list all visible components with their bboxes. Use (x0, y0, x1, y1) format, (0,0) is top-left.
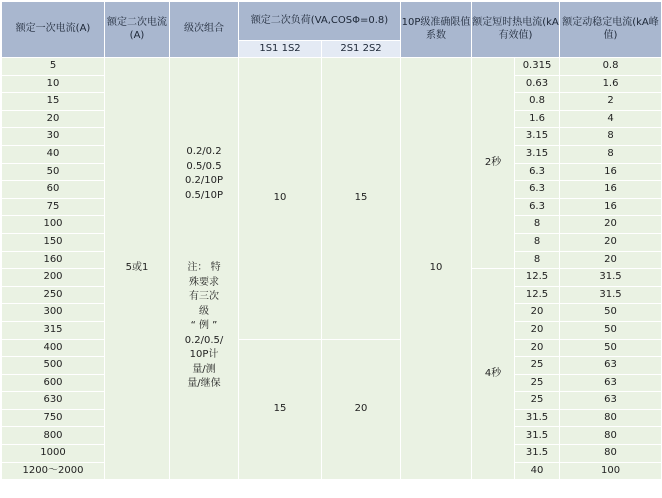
note-line: 量/测 (192, 363, 216, 375)
thermal-current-cell: 0.63 (515, 76, 559, 93)
header-class-combination: 级次组合 (170, 2, 238, 57)
dynamic-current-cell: 16 (560, 199, 661, 216)
thermal-current-cell: 3.15 (515, 128, 559, 145)
dynamic-current-cell: 2 (560, 93, 661, 110)
load-2s-lower-cell: 20 (322, 340, 400, 480)
dynamic-current-cell: 4 (560, 111, 661, 128)
thermal-current-cell: 0.8 (515, 93, 559, 110)
primary-current-cell: 200 (2, 269, 104, 286)
dynamic-current-cell: 100 (560, 463, 661, 480)
primary-current-cell: 60 (2, 181, 104, 198)
time-2s-cell: 2秒 (472, 58, 514, 268)
thermal-current-cell: 31.5 (515, 445, 559, 462)
note-line: 级 (199, 305, 209, 317)
class-combination-item: 0.2/0.2 (186, 146, 222, 158)
dynamic-current-cell: 80 (560, 427, 661, 444)
dynamic-current-cell: 31.5 (560, 287, 661, 304)
class-combination-note (176, 261, 232, 392)
header-rated-secondary-load: 额定二次负荷(VA,COSΦ=0.8) (239, 2, 400, 40)
thermal-current-cell: 31.5 (515, 410, 559, 427)
dynamic-current-cell: 63 (560, 375, 661, 392)
class-combination-cell (170, 58, 238, 479)
thermal-current-cell: 20 (515, 322, 559, 339)
thermal-current-cell: 25 (515, 375, 559, 392)
primary-current-cell: 300 (2, 304, 104, 321)
thermal-current-cell: 12.5 (515, 269, 559, 286)
thermal-current-cell: 31.5 (515, 427, 559, 444)
primary-current-cell: 630 (2, 392, 104, 409)
thermal-current-cell: 6.3 (515, 181, 559, 198)
dynamic-current-cell: 50 (560, 322, 661, 339)
dynamic-current-cell: 20 (560, 234, 661, 251)
table-body (2, 58, 661, 479)
note-line: 有三次 (189, 291, 219, 303)
load-1s-lower-cell: 15 (239, 340, 321, 480)
thermal-current-cell: 3.15 (515, 146, 559, 163)
dynamic-current-cell: 8 (560, 128, 661, 145)
thermal-current-cell: 8 (515, 252, 559, 269)
note-line: “ 例 ” (190, 320, 218, 332)
thermal-current-cell: 8 (515, 234, 559, 251)
thermal-current-cell: 8 (515, 216, 559, 233)
dynamic-current-cell: 31.5 (560, 269, 661, 286)
dynamic-current-cell: 8 (560, 146, 661, 163)
header-short-time-thermal-current: 额定短时热电流(kA有效值) (472, 2, 559, 57)
note-line: 殊要求 (189, 276, 219, 288)
thermal-current-cell: 25 (515, 357, 559, 374)
dynamic-current-cell: 16 (560, 164, 661, 181)
dynamic-current-cell: 80 (560, 445, 661, 462)
dynamic-current-cell: 0.8 (560, 58, 661, 75)
primary-current-cell: 1000 (2, 445, 104, 462)
thermal-current-cell: 6.3 (515, 199, 559, 216)
time-4s-cell: 4秒 (472, 269, 514, 479)
dynamic-current-cell: 63 (560, 357, 661, 374)
thermal-current-cell: 25 (515, 392, 559, 409)
primary-current-cell: 50 (2, 164, 104, 181)
primary-current-cell: 160 (2, 252, 104, 269)
dynamic-current-cell: 20 (560, 252, 661, 269)
load-2s-upper-cell: 15 (322, 58, 400, 339)
ct-parameter-table (1, 1, 662, 480)
header-accuracy-limit-factor: 10P级准确限值系数 (401, 2, 471, 57)
primary-current-cell: 400 (2, 340, 104, 357)
primary-current-cell: 800 (2, 427, 104, 444)
table-row (2, 340, 661, 357)
primary-current-cell: 600 (2, 375, 104, 392)
primary-current-cell: 250 (2, 287, 104, 304)
thermal-current-cell: 0.315 (515, 58, 559, 75)
class-combination-item: 0.5/0.5 (186, 160, 222, 172)
accuracy-limit-cell: 10 (401, 58, 471, 479)
thermal-current-cell: 20 (515, 304, 559, 321)
dynamic-current-cell: 63 (560, 392, 661, 409)
primary-current-cell: 75 (2, 199, 104, 216)
thermal-current-cell: 40 (515, 463, 559, 480)
dynamic-current-cell: 16 (560, 181, 661, 198)
primary-current-cell: 40 (2, 146, 104, 163)
primary-current-cell: 150 (2, 234, 104, 251)
header-primary-current: 额定一次电流(A) (2, 2, 104, 57)
header-load-2s: 2S1 2S2 (322, 41, 400, 57)
load-1s-upper-cell: 10 (239, 58, 321, 339)
primary-current-cell: 10 (2, 76, 104, 93)
note-line: 10P计 (189, 349, 219, 361)
primary-current-cell: 1200～2000 (2, 463, 104, 480)
primary-current-cell: 500 (2, 357, 104, 374)
class-combination-item: 0.5/10P (184, 189, 224, 201)
table-row (2, 58, 661, 75)
primary-current-cell: 315 (2, 322, 104, 339)
thermal-current-cell: 20 (515, 340, 559, 357)
primary-current-cell: 20 (2, 111, 104, 128)
secondary-current-cell: 5或1 (105, 58, 169, 479)
header-secondary-current: 额定二次电流(A) (105, 2, 169, 57)
note-line: 0.2/0.5/ (184, 334, 224, 346)
dynamic-current-cell: 50 (560, 304, 661, 321)
header-load-1s: 1S1 1S2 (239, 41, 321, 57)
thermal-current-cell: 6.3 (515, 164, 559, 181)
note-line: 注： 特 (187, 262, 221, 274)
dynamic-current-cell: 50 (560, 340, 661, 357)
header-dynamic-current: 额定动稳定电流(kA峰值) (560, 2, 661, 57)
dynamic-current-cell: 20 (560, 216, 661, 233)
thermal-current-cell: 1.6 (515, 111, 559, 128)
primary-current-cell: 15 (2, 93, 104, 110)
class-combination-item: 0.2/10P (184, 175, 224, 187)
thermal-current-cell: 12.5 (515, 287, 559, 304)
primary-current-cell: 5 (2, 58, 104, 75)
note-line: 量/继保 (187, 378, 221, 390)
dynamic-current-cell: 1.6 (560, 76, 661, 93)
class-combination-list (176, 145, 232, 203)
primary-current-cell: 100 (2, 216, 104, 233)
primary-current-cell: 750 (2, 410, 104, 427)
primary-current-cell: 30 (2, 128, 104, 145)
dynamic-current-cell: 80 (560, 410, 661, 427)
